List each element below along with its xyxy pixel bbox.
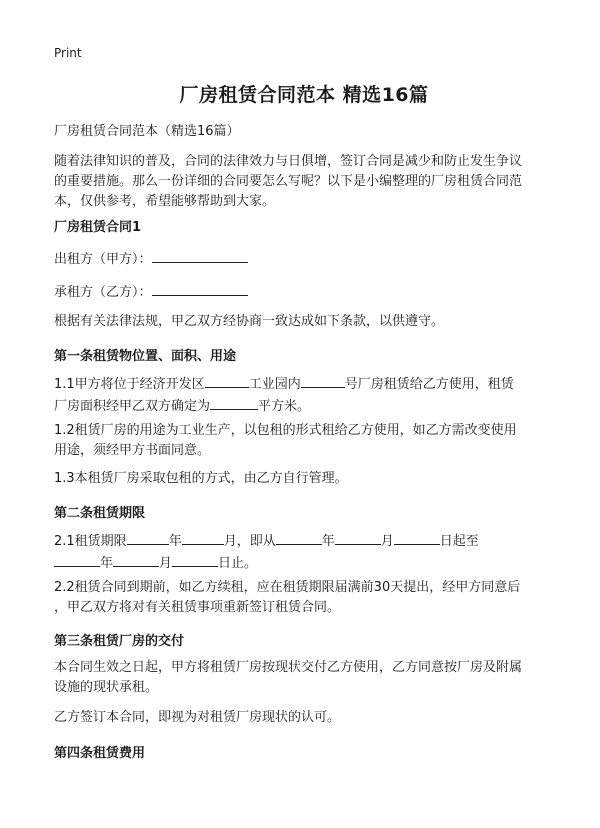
clause-line [54, 373, 550, 395]
intro-paragraph [54, 152, 550, 212]
blank-field [182, 530, 224, 545]
article-3-heading: 第三条租赁厂房的交付 [54, 634, 185, 649]
blank-field [127, 530, 169, 545]
clause-text: 平方米。 [258, 399, 311, 414]
blank-field [205, 373, 249, 388]
clause-line: 用途，须经甲方书面同意。 [54, 443, 211, 458]
blank-field [394, 530, 440, 545]
clause-2-1 [54, 530, 550, 574]
clause-text: 日起至 [439, 534, 479, 549]
clause-1-2 [54, 421, 550, 461]
lessor-label: 出租方（甲方）： [54, 252, 152, 267]
clause-line: 2.2租赁合同到期前，如乙方续租，应在租赁期限届满前30天提出，经甲方同意后 [54, 580, 521, 595]
clause-text: 年 [321, 534, 335, 549]
clause-text: 年 [168, 534, 182, 549]
clause-line: 1.2租赁厂房的用途为工业生产，以包租的形式租给乙方使用，如乙方需改变使用 [54, 423, 517, 438]
clause-line [54, 530, 550, 552]
clause-text: 厂房面积经甲乙双方确定为 [54, 399, 211, 414]
lessee-label: 承租方（乙方）： [54, 285, 152, 300]
clause-line [54, 552, 550, 574]
clause-line [54, 395, 550, 417]
print-link[interactable]: Print [54, 46, 82, 60]
article-2-heading: 第二条租赁期限 [54, 506, 146, 521]
lessee-line [54, 281, 550, 303]
blank-field [301, 373, 345, 388]
clause-line: 设施的现状承租。 [54, 680, 159, 695]
clause-line: ，甲乙双方将对有关租赁事项重新签订租赁合同。 [54, 600, 341, 615]
article-1-heading: 第一条租赁物位置、面积、用途 [54, 349, 237, 364]
article-3-paragraph-2: 乙方签订本合同，即视为对租赁厂房现状的认可。 [54, 710, 341, 725]
intro-line: 本，仅供参考，希望能够帮助到大家。 [54, 194, 276, 209]
article-4-heading: 第四条租赁费用 [54, 746, 146, 761]
intro-line: 随着法律知识的普及，合同的法律效力与日俱增，签订合同是减少和防止发生争议 [54, 154, 523, 169]
blank-field [335, 530, 381, 545]
blank-field [54, 552, 100, 567]
clause-2-2 [54, 578, 550, 618]
document-subtitle: 厂房租赁合同范本（精选16篇） [54, 124, 240, 139]
clause-text: 工业园内 [248, 377, 301, 392]
clause-text: 日止。 [218, 556, 258, 571]
clause-text: 2.1租赁期限 [54, 534, 127, 549]
intro-line: 的重要措施。那么一份详细的合同要怎么写呢？以下是小编整理的厂房租赁合同范 [54, 174, 523, 189]
blank-field [210, 395, 258, 410]
lessee-blank [152, 281, 248, 296]
clause-1-1 [54, 373, 550, 417]
clause-text: 月 [380, 534, 394, 549]
clause-1-3: 1.3本租赁厂房采取包租的方式，由乙方自行管理。 [54, 471, 348, 486]
blank-field [172, 552, 218, 567]
contract-heading: 厂房租赁合同1 [54, 220, 142, 235]
blank-field [113, 552, 159, 567]
clause-text: 号厂房租赁给乙方使用，租赁 [344, 377, 514, 392]
blank-field [276, 530, 322, 545]
agreement-text: 根据有关法律法规，甲乙双方经协商一致达成如下条款，以供遵守。 [54, 314, 445, 329]
article-3-paragraph [54, 658, 550, 698]
lessor-blank [152, 248, 248, 263]
clause-text: 年 [100, 556, 114, 571]
document-title: 厂房租赁合同范本 精选16篇 [179, 84, 429, 106]
clause-line: 本合同生效之日起，甲方将租赁厂房按现状交付乙方使用，乙方同意按厂房及附属 [54, 660, 523, 675]
clause-text: 月，即从 [223, 534, 276, 549]
clause-text: 1.1甲方将位于经济开发区 [54, 377, 205, 392]
clause-text: 月 [159, 556, 173, 571]
lessor-line [54, 248, 550, 270]
